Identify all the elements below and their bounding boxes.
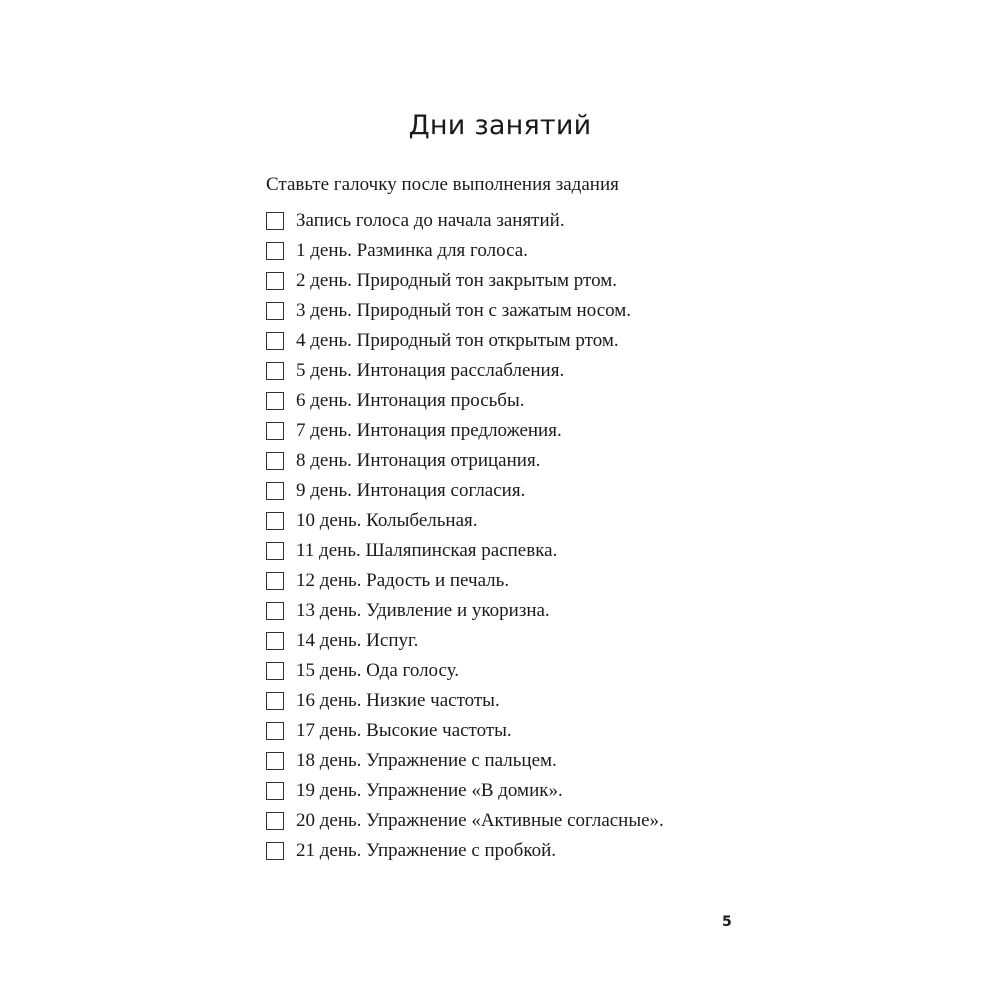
checklist-item <box>266 776 664 806</box>
instruction-text: Ставьте галочку после выполнения задания <box>266 174 619 195</box>
checklist-item-label: 14 день. Испуг. <box>296 630 419 651</box>
checklist-item-label: 3 день. Природный тон с зажатым носом. <box>296 300 632 321</box>
checkbox[interactable] <box>266 542 284 560</box>
checklist-item-label: 4 день. Природный тон открытым ртом. <box>296 330 619 351</box>
checkbox[interactable] <box>266 842 284 860</box>
checklist-item-label: 13 день. Удивление и укоризна. <box>296 600 550 621</box>
checkbox[interactable] <box>266 662 284 680</box>
checklist-item <box>266 356 664 386</box>
checklist-item-label: 2 день. Природный тон закрытым ртом. <box>296 270 618 291</box>
checklist-item-label: 7 день. Интонация предложения. <box>296 420 562 441</box>
checkbox[interactable] <box>266 302 284 320</box>
checklist-item <box>266 806 664 836</box>
checklist-item <box>266 296 664 326</box>
checklist-item <box>266 596 664 626</box>
checklist-item <box>266 536 664 566</box>
checklist-item <box>266 326 664 356</box>
checklist-item <box>266 656 664 686</box>
checklist-item <box>266 746 664 776</box>
checklist-item <box>266 416 664 446</box>
checklist-item-label: 10 день. Колыбельная. <box>296 510 478 531</box>
checkbox[interactable] <box>266 572 284 590</box>
checklist-item-label: 16 день. Низкие частоты. <box>296 690 500 711</box>
page-title: Дни занятий <box>408 110 592 141</box>
checklist-item <box>266 476 664 506</box>
checkbox[interactable] <box>266 752 284 770</box>
checklist-item <box>266 566 664 596</box>
checklist-item-label: Запись голоса до начала занятий. <box>296 210 565 231</box>
checklist-item <box>266 686 664 716</box>
checklist-item <box>266 446 664 476</box>
checkbox[interactable] <box>266 632 284 650</box>
checkbox[interactable] <box>266 602 284 620</box>
checklist-item-label: 12 день. Радость и печаль. <box>296 570 510 591</box>
checkbox[interactable] <box>266 512 284 530</box>
checkbox[interactable] <box>266 812 284 830</box>
checkbox[interactable] <box>266 452 284 470</box>
checklist-item-label: 5 день. Интонация расслабления. <box>296 360 565 381</box>
checklist-item-label: 1 день. Разминка для голоса. <box>296 240 528 261</box>
checkbox[interactable] <box>266 692 284 710</box>
checklist-item-label: 17 день. Высокие частоты. <box>296 720 512 741</box>
checklist-item <box>266 506 664 536</box>
checklist-item <box>266 626 664 656</box>
checklist-item <box>266 716 664 746</box>
checkbox[interactable] <box>266 242 284 260</box>
checkbox[interactable] <box>266 422 284 440</box>
checklist-item-label: 15 день. Ода голосу. <box>296 660 460 681</box>
checkbox[interactable] <box>266 212 284 230</box>
checkbox[interactable] <box>266 722 284 740</box>
checkbox[interactable] <box>266 332 284 350</box>
checklist-item-label: 6 день. Интонация просьбы. <box>296 390 525 411</box>
checklist-item-label: 11 день. Шаляпинская распевка. <box>296 540 558 561</box>
checklist-item <box>266 266 664 296</box>
checklist-item <box>266 236 664 266</box>
checklist-item-label: 8 день. Интонация отрицания. <box>296 450 541 471</box>
checklist-item-label: 9 день. Интонация согласия. <box>296 480 526 501</box>
checkbox[interactable] <box>266 482 284 500</box>
checklist <box>266 206 664 866</box>
checklist-item-label: 18 день. Упражнение с пальцем. <box>296 750 557 771</box>
checkbox[interactable] <box>266 392 284 410</box>
checklist-item-label: 19 день. Упражнение «В домик». <box>296 780 563 801</box>
checklist-item <box>266 206 664 236</box>
checkbox[interactable] <box>266 362 284 380</box>
checklist-item-label: 20 день. Упражнение «Активные согласные». <box>296 810 664 831</box>
checklist-item <box>266 386 664 416</box>
page-number: 5 <box>722 914 732 930</box>
checklist-item <box>266 836 664 866</box>
checklist-item-label: 21 день. Упражнение с пробкой. <box>296 840 557 861</box>
checkbox[interactable] <box>266 782 284 800</box>
checkbox[interactable] <box>266 272 284 290</box>
